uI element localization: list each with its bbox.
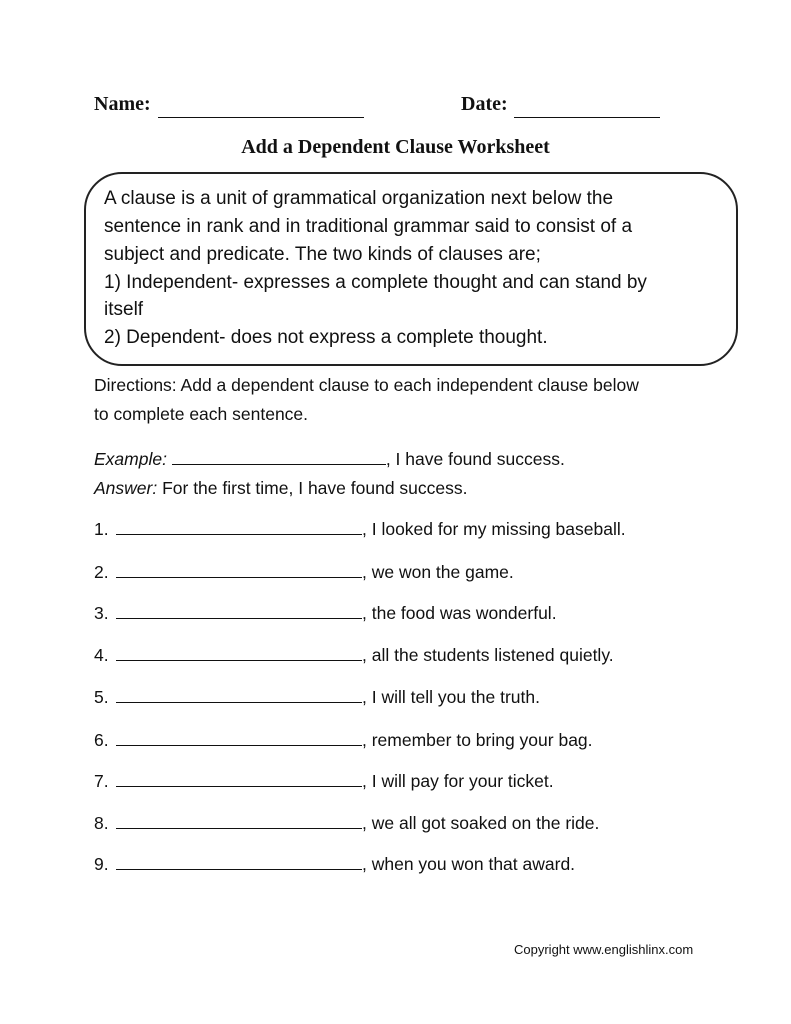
list-item: [94, 771, 554, 792]
item-text: , I looked for my missing baseball.: [362, 519, 626, 539]
list-item: [94, 562, 514, 583]
definition-line: subject and predicate. The two kinds of clauses are;: [104, 244, 541, 265]
item-number: 3.: [94, 603, 109, 623]
answer-text: For the first time, I have found success.: [157, 478, 468, 498]
date-label: Date:: [461, 93, 508, 115]
example-blank: [172, 450, 386, 465]
item-text: , I will pay for your ticket.: [362, 771, 554, 791]
item-number: 2.: [94, 562, 109, 582]
definition-line: 1) Independent- expresses a complete thought and can stand by: [104, 272, 647, 293]
directions-line: to complete each sentence.: [94, 404, 309, 424]
answer-row: [94, 478, 468, 499]
item-text: , we won the game.: [362, 562, 514, 582]
name-field-line[interactable]: [158, 117, 364, 118]
item-number: 7.: [94, 771, 109, 791]
item-number: 5.: [94, 687, 109, 707]
directions-line: Directions: Add a dependent clause to each independent clause below: [94, 375, 639, 395]
item-text: , we all got soaked on the ride.: [362, 813, 600, 833]
list-item: [94, 645, 614, 666]
item-number: 1.: [94, 519, 109, 539]
answer-blank[interactable]: [116, 646, 362, 661]
answer-blank[interactable]: [116, 772, 362, 787]
answer-blank[interactable]: [116, 814, 362, 829]
example-label: Example:: [94, 449, 167, 469]
name-label: Name:: [94, 93, 151, 115]
item-text: , remember to bring your bag.: [362, 730, 593, 750]
answer-blank[interactable]: [116, 604, 362, 619]
example-row: [94, 449, 565, 470]
answer-blank[interactable]: [116, 855, 362, 870]
definition-line: itself: [104, 299, 144, 320]
answer-blank[interactable]: [116, 731, 362, 746]
answer-label: Answer:: [94, 478, 158, 498]
list-item: [94, 854, 575, 875]
answer-blank[interactable]: [116, 563, 362, 578]
definition-line: 2) Dependent- does not express a complete thought.: [104, 327, 548, 348]
list-item: [94, 687, 540, 708]
worksheet-title: Add a Dependent Clause Worksheet: [241, 136, 550, 158]
definition-line: sentence in rank and in traditional grammar said to consist of a: [104, 216, 633, 237]
item-text: , the food was wonderful.: [362, 603, 557, 623]
date-field-line[interactable]: [514, 117, 660, 118]
list-item: [94, 603, 557, 624]
example-text: , I have found success.: [385, 449, 565, 469]
item-text: , all the students listened quietly.: [362, 645, 614, 665]
answer-blank[interactable]: [116, 688, 362, 703]
item-text: , when you won that award.: [362, 854, 576, 874]
list-item: [94, 813, 599, 834]
item-number: 8.: [94, 813, 109, 833]
item-text: , I will tell you the truth.: [362, 687, 540, 707]
list-item: [94, 519, 626, 540]
definition-line: A clause is a unit of grammatical organization next below the: [104, 188, 614, 209]
list-item: [94, 730, 593, 751]
item-number: 6.: [94, 730, 109, 750]
copyright-text: Copyright www.englishlinx.com: [514, 942, 694, 957]
item-number: 4.: [94, 645, 109, 665]
answer-blank[interactable]: [116, 520, 362, 535]
item-number: 9.: [94, 854, 109, 874]
